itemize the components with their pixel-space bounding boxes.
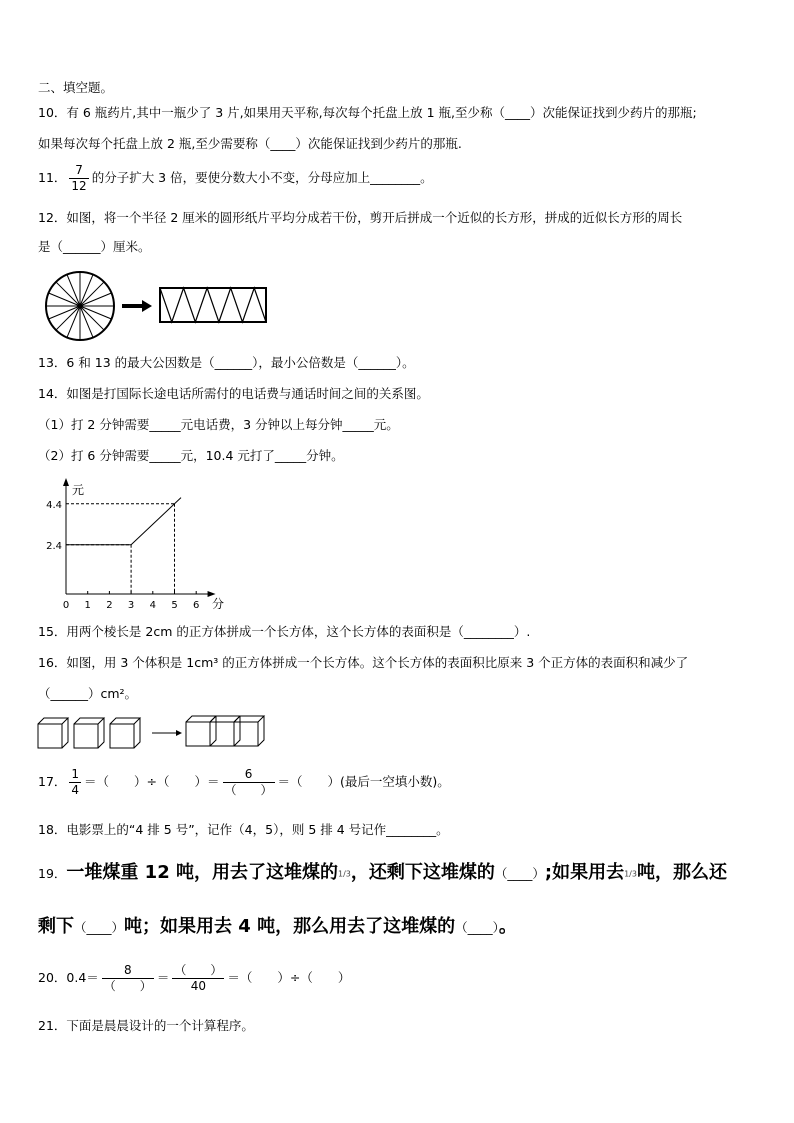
q18: 18．电影票上的“4 排 5 号”，记作（4，5），则 5 排 4 号记作________。 — [38, 822, 449, 837]
q19-text-b: ，还剩下这堆煤的 — [350, 862, 495, 883]
q17-fraction-2 — [223, 767, 275, 798]
q20 — [38, 958, 350, 998]
q14-line2: （1）打 2 分钟需要_____元电话费，3 分钟以上每分钟_____元。 — [38, 417, 399, 432]
q17-tail: ＝（ ）(最后一空填小数)。 — [277, 774, 450, 789]
x-tick-label: 3 — [127, 600, 135, 611]
q20-frac2-numerator: （ ） — [174, 963, 223, 977]
q10-line2: 如果每次每个托盘上放 2 瓶,至少需要称（____）次能保证找到少药片的那瓶. — [38, 136, 462, 151]
y-tick-label: 4.4 — [46, 499, 62, 511]
cube — [38, 718, 68, 748]
chart-guides — [66, 504, 175, 594]
q20-frac1-numerator: 8 — [102, 963, 154, 979]
q16-line2: （______）cm²。 — [38, 686, 138, 701]
arrow-right-icon — [152, 730, 182, 736]
q14-line1: 14．如图是打国际长途电话所需付的电话费与通话时间之间的关系图。 — [38, 386, 429, 401]
q17-frac2-denominator: （ ） — [224, 783, 273, 797]
q19-fraction-hint-1: 1/3 — [338, 869, 351, 879]
chart-x-label: 分 — [212, 597, 225, 611]
q20-fraction-2 — [172, 963, 224, 994]
y-tick-label: 2.4 — [46, 540, 62, 552]
q19-line2-b: 吨；如果用去 4 吨，那么用去了这堆煤的 — [124, 916, 456, 937]
fee-line — [66, 498, 181, 545]
x-tick-label: 0 — [62, 600, 70, 611]
phone-fee-chart — [36, 472, 246, 617]
q19-blank-2: （____） — [74, 920, 125, 935]
q10-line1: 10．有 6 瓶药片,其中一瓶少了 3 片,如果用天平称,每次每个托盘上放 1 瓶,至少称（____）次能保证找到少药片的那瓶; — [38, 105, 697, 120]
q17-number: 17． — [38, 774, 67, 789]
x-tick-label: 6 — [193, 600, 200, 611]
q12-line1: 12．如图，将一个半径 2 厘米的圆形纸片平均分成若干份，剪开后拼成一个近似的长方形，拼成的近似长方形的周长 — [38, 210, 683, 225]
q19-line2-a: 剩下 — [38, 916, 74, 937]
circle-sector-line — [80, 282, 104, 306]
q11-number: 11． — [38, 170, 67, 185]
q19-fraction-hint-2: 1/3 — [624, 869, 637, 879]
q17-frac1-numerator: 1 — [71, 767, 80, 781]
q11-fraction — [69, 163, 88, 194]
chart-y-label: 元 — [72, 483, 85, 497]
cube — [110, 718, 140, 748]
q19-line2-c: 。 — [498, 916, 517, 937]
circle-sector-line — [56, 282, 80, 306]
x-tick-label: 4 — [149, 600, 156, 611]
q19-blank-1: （____） — [494, 866, 545, 881]
arrow-right-icon — [122, 300, 152, 312]
q20-number: 20．0.4＝ — [38, 970, 99, 985]
three-separate-cubes — [38, 718, 140, 748]
q20-equals: ＝ — [156, 970, 170, 985]
q19-line1 — [38, 862, 727, 884]
x-tick-label: 1 — [84, 600, 91, 611]
cube — [74, 718, 104, 748]
section-title: 二、填空题。 — [38, 80, 114, 95]
q19-text-a: 一堆煤重 12 吨，用去了这堆煤的 — [66, 862, 338, 883]
q11-frac-numerator: 7 — [69, 163, 88, 179]
q11 — [38, 160, 433, 196]
q16-cubes-figure — [36, 710, 276, 752]
x-tick-label: 5 — [171, 600, 178, 611]
q12-line2: 是（______）厘米。 — [38, 239, 151, 254]
q19-text-d: 吨，那么还 — [636, 862, 727, 883]
circle-sector-line — [80, 306, 104, 330]
q12-circle-to-rectangle-figure — [40, 268, 280, 346]
x-tick-label: 2 — [106, 600, 113, 611]
q19-text-c: ;如果用去 — [544, 862, 625, 883]
q17 — [38, 762, 450, 802]
q19-number: 19． — [38, 866, 67, 881]
q17-fraction-1 — [69, 767, 81, 798]
q20-frac2-denominator: 40 — [190, 979, 206, 993]
q13: 13．6 和 13 的最大公因数是（______），最小公倍数是（______）。 — [38, 355, 415, 370]
circle-center — [78, 304, 83, 309]
q16-line1: 16．如图，用 3 个体积是 1cm³ 的正方体拼成一个长方体。这个长方体的表面积比原来 3 个正方体的表面积和减少了 — [38, 655, 689, 670]
q15: 15．用两个棱长是 2cm 的正方体拼成一个长方体，这个长方体的表面积是（________）. — [38, 624, 531, 639]
chart-series — [66, 498, 181, 545]
q17-frac2-numerator: 6 — [223, 767, 275, 783]
q20-fraction-1 — [102, 963, 154, 994]
q17-middle: ＝（ ）÷（ ）＝ — [84, 774, 220, 789]
q11-text: 的分子扩大 3 倍，要使分数大小不变，分母应加上________。 — [91, 170, 433, 185]
q17-frac1-denominator: 4 — [71, 783, 80, 797]
chart-y-ticks — [46, 500, 62, 552]
q19-blank-3: （____） — [455, 920, 499, 935]
q19-line2 — [38, 916, 517, 938]
q21: 21．下面是晨晨设计的一个计算程序。 — [38, 1018, 254, 1033]
circle-sector-line — [56, 306, 80, 330]
q20-tail: ＝（ ）÷（ ） — [227, 970, 351, 985]
approx-rectangle — [160, 288, 266, 322]
joined-cuboid — [186, 716, 264, 746]
q11-frac-denominator: 12 — [71, 179, 87, 193]
y-axis-arrow-icon — [63, 478, 69, 486]
divided-circle — [46, 272, 114, 340]
q20-frac1-denominator: （ ） — [103, 979, 152, 993]
q14-line3: （2）打 6 分钟需要_____元，10.4 元打了_____分钟。 — [38, 448, 344, 463]
